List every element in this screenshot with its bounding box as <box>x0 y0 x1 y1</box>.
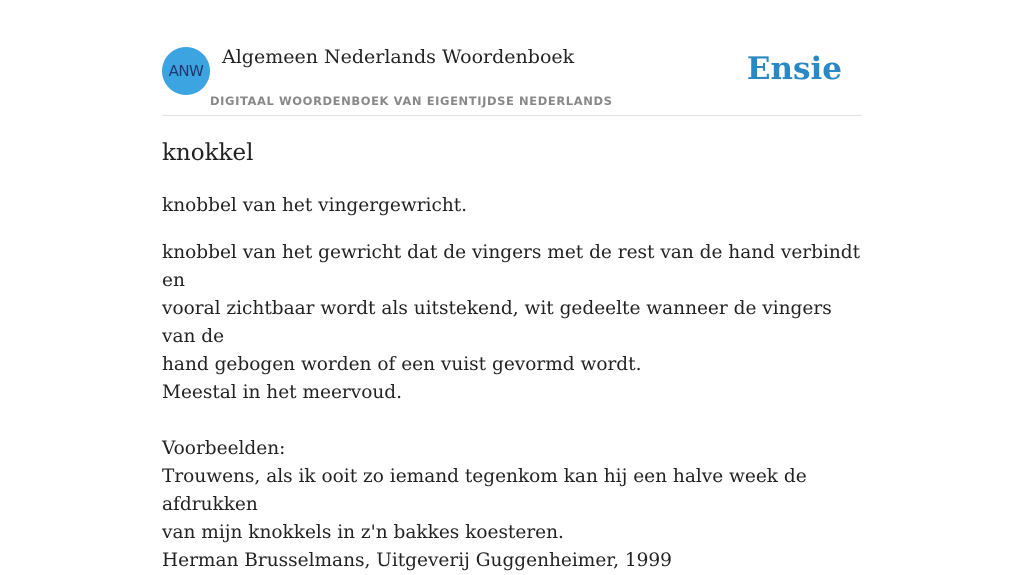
example-source: Herman Brusselmans, Uitgeverij Guggenheimer, 1999 <box>162 550 672 571</box>
example-line: van mijn knokkels in z'n bakkes koesteren. <box>162 522 564 543</box>
definition-line: knobbel van het gewricht dat de vingers met de rest van de hand verbindt en <box>162 242 861 291</box>
definition-line: hand gebogen worden of een vuist gevormd wordt. <box>162 354 642 375</box>
paragraph-spacer <box>162 407 862 435</box>
full-definition <box>162 239 862 575</box>
site-subtitle: DIGITAAL WOORDENBOEK VAN EIGENTIJDSE NEDERLANDS <box>210 94 613 108</box>
short-definition: knobbel van het vingergewricht. <box>162 195 468 216</box>
definition-line: vooral zichtbaar wordt als uitstekend, wit gedeelte wanneer de vingers van de <box>162 298 832 347</box>
anw-logo[interactable] <box>162 47 210 95</box>
anw-logo-text: ANW <box>168 62 204 80</box>
header-divider <box>162 115 862 116</box>
entry-headword: knokkel <box>162 140 254 166</box>
example-line: Trouwens, als ik ooit zo iemand tegenkom kan hij een halve week de afdrukken <box>162 466 807 515</box>
site-title[interactable]: Algemeen Nederlands Woordenboek <box>222 46 575 68</box>
ensie-brand-link[interactable]: Ensie <box>746 51 842 87</box>
entry-content <box>162 192 862 575</box>
usage-note: Meestal in het meervoud. <box>162 382 402 403</box>
examples-label: Voorbeelden: <box>162 438 286 459</box>
